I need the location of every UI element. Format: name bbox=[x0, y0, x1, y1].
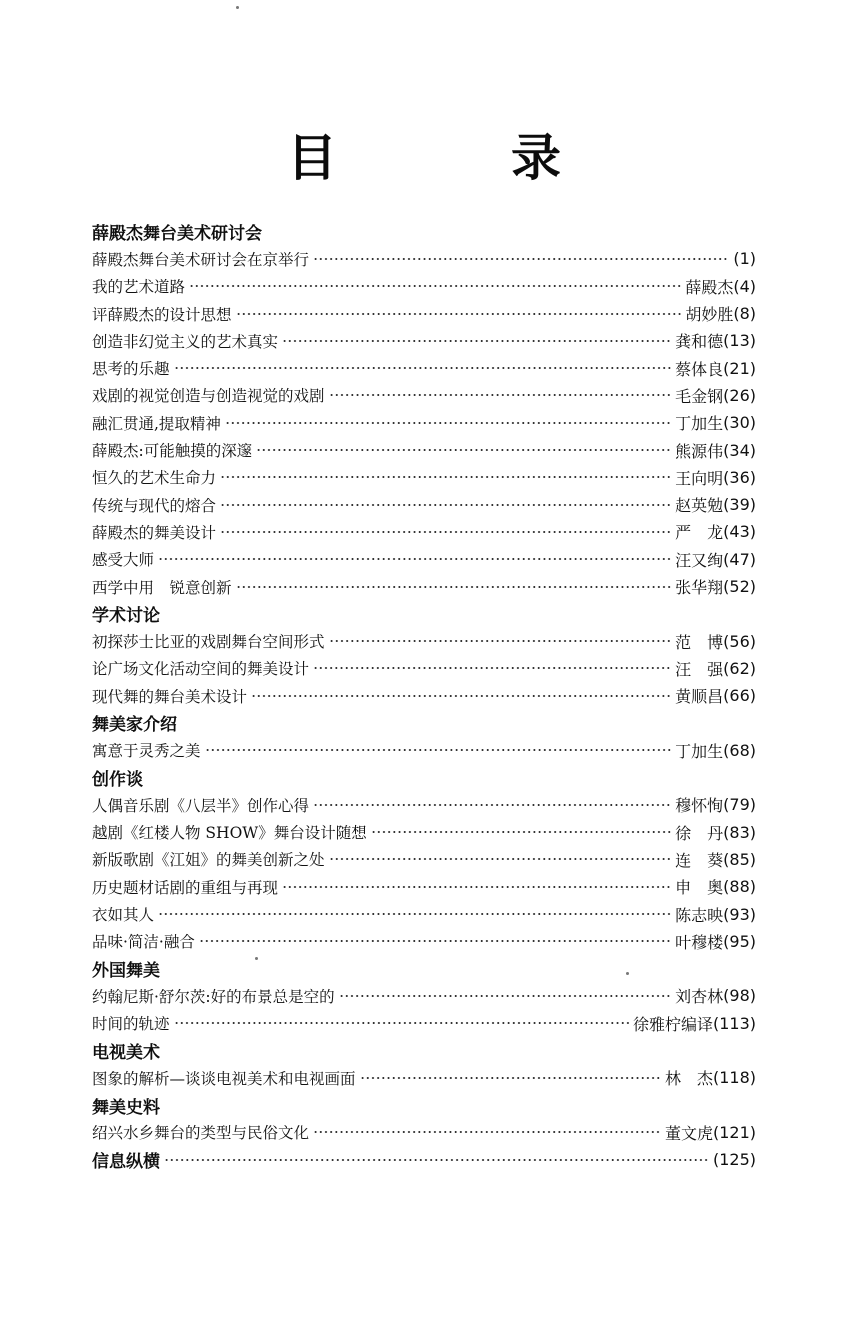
dot-leader bbox=[251, 693, 671, 699]
entry-page-number: (95) bbox=[723, 931, 756, 951]
entry-author: 黄顺昌 bbox=[675, 687, 724, 707]
toc-entry[interactable] bbox=[92, 300, 756, 327]
dot-leader bbox=[313, 665, 671, 671]
toc-entry[interactable] bbox=[92, 354, 756, 381]
entry-title: 创造非幻觉主义的艺术真实 bbox=[92, 332, 279, 351]
entry-page-number: (62) bbox=[723, 658, 756, 678]
toc-entry[interactable] bbox=[92, 273, 756, 300]
entry-author: 严 龙 bbox=[675, 523, 724, 543]
toc-entry[interactable] bbox=[92, 819, 756, 846]
dot-leader bbox=[360, 1075, 661, 1081]
dot-leader bbox=[220, 474, 671, 480]
entry-author: 张华翔 bbox=[675, 578, 724, 597]
entry-title: 寓意于灵秀之美 bbox=[92, 742, 201, 761]
entry-title: 初探莎士比亚的戏剧舞台空间形式 bbox=[92, 633, 325, 652]
entry-title: 薛殿杰舞台美术研讨会在京举行 bbox=[92, 250, 310, 269]
toc-entry[interactable] bbox=[92, 627, 756, 654]
entry-title: 恒久的艺术生命力 bbox=[92, 469, 217, 488]
entry-author: 龚和德 bbox=[675, 332, 724, 352]
dot-leader bbox=[199, 938, 671, 944]
entry-page-number: (79) bbox=[723, 795, 756, 815]
entry-author: 连 葵 bbox=[675, 850, 724, 870]
dot-leader bbox=[236, 311, 682, 317]
dot-leader bbox=[174, 365, 672, 371]
scan-speck bbox=[236, 6, 239, 9]
entry-page-number: (118) bbox=[712, 1068, 756, 1088]
entry-author: 徐 丹 bbox=[675, 823, 724, 843]
scan-speck bbox=[255, 957, 258, 960]
entry-title: 人偶音乐剧《八层半》创作心得 bbox=[92, 796, 310, 815]
dot-leader bbox=[282, 338, 671, 344]
entry-author: 胡妙胜 bbox=[685, 305, 734, 325]
entry-title: 思考的乐趣 bbox=[92, 360, 170, 379]
entry-author: 穆怀恂 bbox=[675, 796, 724, 816]
dot-leader bbox=[313, 256, 729, 262]
entry-page-number: (1) bbox=[733, 249, 756, 269]
entry-title: 衣如其人 bbox=[92, 906, 155, 925]
entry-author: 熊源伟 bbox=[675, 441, 724, 461]
dot-leader bbox=[220, 529, 671, 535]
toc-entry[interactable] bbox=[92, 573, 756, 600]
entry-title: 薛殿杰的舞美设计 bbox=[92, 523, 217, 542]
entry-author: 薛殿杰 bbox=[685, 277, 734, 297]
dot-leader bbox=[339, 993, 671, 999]
dot-leader bbox=[371, 829, 671, 835]
section-heading: 创作谈 bbox=[92, 770, 143, 791]
dot-leader bbox=[329, 392, 672, 398]
entry-title: 绍兴水乡舞台的类型与民俗文化 bbox=[92, 1124, 310, 1143]
section-heading: 电视美术 bbox=[92, 1043, 160, 1064]
entry-title: 融汇贯通,提取精神 bbox=[92, 414, 221, 433]
entry-page-number: (113) bbox=[712, 1013, 756, 1033]
entry-title: 论广场文化活动空间的舞美设计 bbox=[92, 660, 310, 679]
entry-title: 感受大师 bbox=[92, 551, 155, 570]
toc-entry[interactable] bbox=[92, 791, 756, 818]
entry-title: 传统与现代的熔合 bbox=[92, 496, 217, 515]
entry-author: 刘杏林 bbox=[675, 987, 724, 1007]
toc-entry[interactable] bbox=[92, 737, 756, 764]
entry-title: 戏剧的视觉创造与创造视觉的戏剧 bbox=[92, 387, 325, 406]
toc-entry[interactable] bbox=[92, 436, 756, 463]
entry-author: 董文虎 bbox=[664, 1123, 713, 1143]
entry-author: 汪又绚 bbox=[675, 550, 724, 570]
entry-title: 评薛殿杰的设计思想 bbox=[92, 305, 232, 324]
section-heading: 外国舞美 bbox=[92, 961, 160, 982]
entry-title: 我的艺术道路 bbox=[92, 278, 186, 297]
entry-author: 徐雅柠编译 bbox=[632, 1014, 713, 1034]
entry-title: 薛殿杰:可能触摸的深邃 bbox=[92, 442, 253, 461]
entry-page-number: (98) bbox=[723, 986, 756, 1006]
entry-author: 丁加生 bbox=[675, 741, 724, 761]
entry-page-number: (30) bbox=[723, 413, 756, 433]
toc-entry[interactable] bbox=[92, 245, 756, 272]
entry-page-number: (13) bbox=[723, 331, 756, 351]
entry-title: 越剧《红楼人物 SHOW》舞台设计随想 bbox=[92, 824, 367, 843]
entry-author: 申 奥 bbox=[675, 878, 724, 898]
closing-page-number: (125) bbox=[712, 1150, 756, 1170]
toc-entry[interactable] bbox=[92, 491, 756, 518]
entry-page-number: (121) bbox=[712, 1122, 756, 1142]
entry-title: 西学中用 锐意创新 bbox=[92, 578, 232, 597]
section-heading: 学术讨论 bbox=[92, 606, 160, 627]
entry-page-number: (21) bbox=[723, 358, 756, 378]
entry-title: 新版歌剧《江姐》的舞美创新之处 bbox=[92, 851, 325, 870]
table-of-contents bbox=[92, 218, 756, 1173]
entry-page-number: (88) bbox=[723, 877, 756, 897]
toc-entry[interactable] bbox=[92, 464, 756, 491]
toc-entry[interactable] bbox=[92, 1064, 756, 1091]
entry-title: 品味·简洁·融合 bbox=[92, 933, 195, 952]
toc-entry[interactable] bbox=[92, 327, 756, 354]
page-title: 目 录 bbox=[287, 129, 623, 187]
entry-page-number: (56) bbox=[723, 631, 756, 651]
entry-title: 约翰尼斯·舒尔茨:好的布景总是空的 bbox=[92, 987, 335, 1006]
toc-entry[interactable] bbox=[92, 546, 756, 573]
toc-entry[interactable] bbox=[92, 518, 756, 545]
dot-leader bbox=[158, 556, 671, 562]
entry-page-number: (93) bbox=[723, 904, 756, 924]
entry-title: 时间的轨迹 bbox=[92, 1015, 170, 1034]
toc-entry[interactable] bbox=[92, 928, 756, 955]
entry-page-number: (85) bbox=[723, 849, 756, 869]
entry-page-number: (4) bbox=[733, 276, 756, 296]
dot-leader bbox=[158, 911, 671, 917]
toc-entry[interactable] bbox=[92, 982, 756, 1009]
entry-author: 王向明 bbox=[675, 468, 724, 488]
dot-leader bbox=[256, 447, 671, 453]
entry-author: 蔡体良 bbox=[675, 359, 724, 379]
entry-page-number: (66) bbox=[723, 686, 756, 706]
dot-leader bbox=[313, 1129, 661, 1135]
entry-page-number: (8) bbox=[733, 304, 756, 324]
entry-author: 叶穆楼 bbox=[675, 932, 724, 952]
toc-entry[interactable] bbox=[92, 409, 756, 436]
toc-entry[interactable] bbox=[92, 873, 756, 900]
toc-entry[interactable] bbox=[92, 655, 756, 682]
section-heading: 舞美家介绍 bbox=[92, 715, 177, 736]
entry-author: 丁加生 bbox=[675, 414, 724, 434]
entry-title: 现代舞的舞台美术设计 bbox=[92, 687, 248, 706]
entry-author: 范 博 bbox=[675, 632, 724, 652]
toc-entry[interactable] bbox=[92, 900, 756, 927]
dot-leader bbox=[329, 638, 672, 644]
closing-title: 信息纵横 bbox=[92, 1152, 160, 1173]
entry-page-number: (47) bbox=[723, 549, 756, 569]
entry-author: 毛金钢 bbox=[675, 386, 724, 406]
toc-entry[interactable] bbox=[92, 846, 756, 873]
entry-page-number: (36) bbox=[723, 467, 756, 487]
scan-speck bbox=[626, 972, 629, 975]
toc-entry[interactable] bbox=[92, 682, 756, 709]
dot-leader bbox=[225, 420, 671, 426]
entry-author: 汪 强 bbox=[675, 659, 724, 679]
entry-page-number: (26) bbox=[723, 385, 756, 405]
toc-entry-closing[interactable] bbox=[92, 1146, 756, 1173]
toc-entry[interactable] bbox=[92, 1119, 756, 1146]
toc-entry[interactable] bbox=[92, 1010, 756, 1037]
entry-page-number: (52) bbox=[723, 577, 756, 596]
toc-entry[interactable] bbox=[92, 382, 756, 409]
entry-page-number: (43) bbox=[723, 522, 756, 542]
dot-leader bbox=[205, 747, 672, 753]
entry-title: 图象的解析—谈谈电视美术和电视画面 bbox=[92, 1069, 356, 1088]
dot-leader bbox=[174, 1020, 629, 1026]
dot-leader bbox=[164, 1157, 709, 1163]
entry-page-number: (83) bbox=[723, 822, 756, 842]
entry-page-number: (34) bbox=[723, 440, 756, 460]
section-heading: 舞美史料 bbox=[92, 1097, 160, 1118]
dot-leader bbox=[329, 856, 672, 862]
entry-page-number: (39) bbox=[723, 495, 756, 515]
dot-leader bbox=[236, 584, 672, 590]
entry-author: 林 杰 bbox=[664, 1069, 713, 1089]
entry-author: 赵英勉 bbox=[675, 496, 724, 516]
entry-title: 历史题材话剧的重组与再现 bbox=[92, 878, 279, 897]
section-heading: 薛殿杰舞台美术研讨会 bbox=[92, 224, 262, 245]
entry-page-number: (68) bbox=[723, 740, 756, 760]
dot-leader bbox=[189, 283, 681, 289]
dot-leader bbox=[282, 884, 671, 890]
dot-leader bbox=[313, 802, 671, 808]
dot-leader bbox=[220, 502, 671, 508]
entry-author: 陈志映 bbox=[675, 905, 724, 925]
